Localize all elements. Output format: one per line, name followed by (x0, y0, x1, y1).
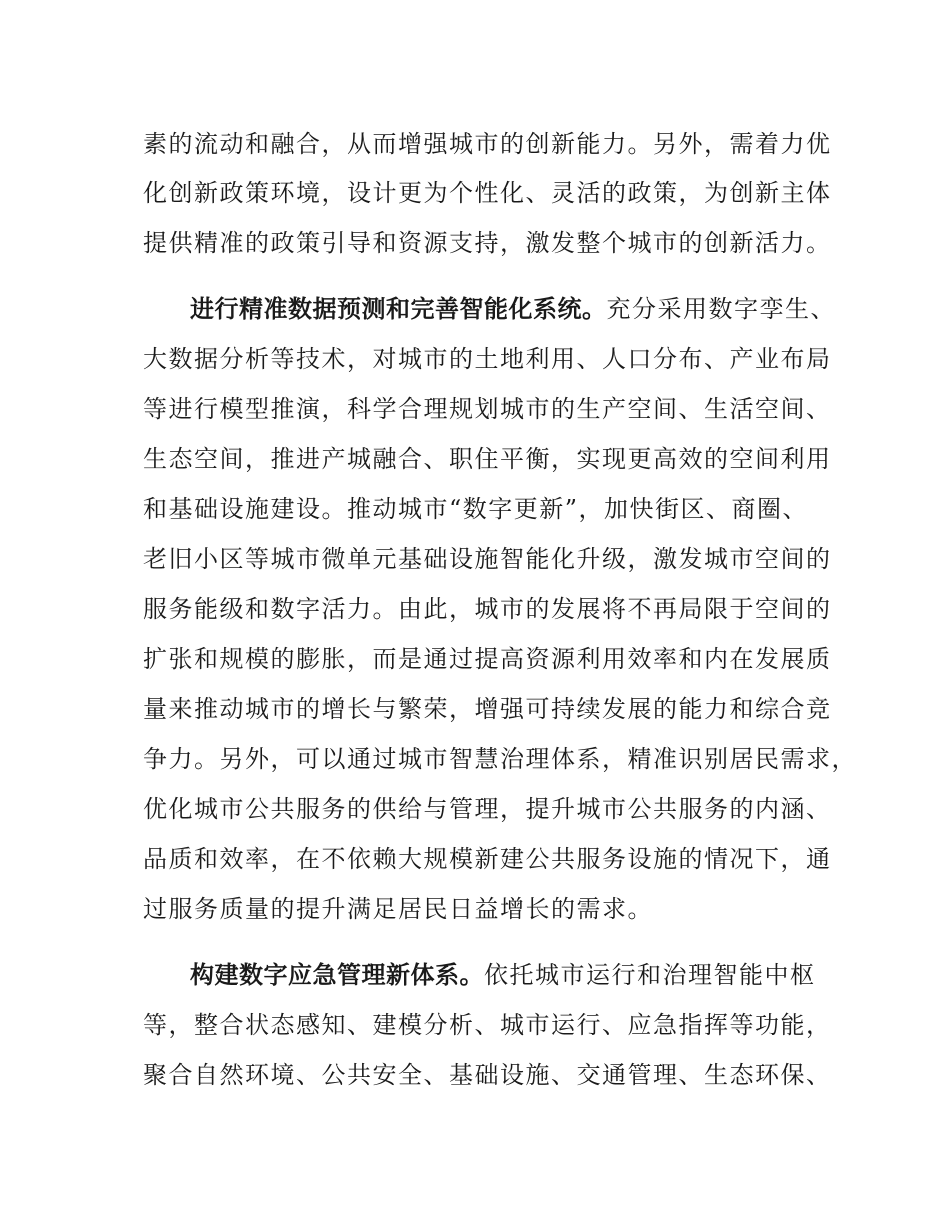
paragraph-2-heading: 进行精准数据预测和完善智能化系统。 (190, 295, 607, 323)
paragraph-2-line-5: 和基础设施建设。推动城市“数字更新”，加快街区、商圈、 (143, 495, 809, 523)
paragraph-2-line-7: 服务能级和数字活力。由此，城市的发展将不再局限于空间的 (143, 595, 832, 623)
paragraph-1-line-3: 提供精准的政策引导和资源支持，激发整个城市的创新活力。 (143, 229, 832, 257)
paragraph-2-first-line-rest: 充分采用数字孪生、 (606, 295, 836, 323)
paragraph-3-first-line-rest: 依托城市运行和治理智能中枢 (484, 961, 816, 989)
paragraph-3-line-3: 聚合自然环境、公共安全、基础设施、交通管理、生态环保、 (143, 1061, 832, 1089)
paragraph-2-line-4: 生态空间，推进产城融合、职住平衡，实现更高效的空间利用 (143, 445, 832, 473)
paragraph-3-first-line (190, 958, 816, 992)
paragraph-2-line-2: 大数据分析等技术，对城市的土地利用、人口分布、产业布局 (143, 345, 832, 373)
paragraph-2-line-10: 争力。另外，可以通过城市智慧治理体系，精准识别居民需求， (143, 745, 857, 773)
paragraph-2-line-9: 量来推动城市的增长与繁荣，增强可持续发展的能力和综合竞 (143, 695, 832, 723)
paragraph-2-line-12: 品质和效率，在不依赖大规模新建公共服务设施的情况下，通 (143, 845, 832, 873)
paragraph-2-first-line (190, 292, 836, 326)
paragraph-2-line-11: 优化城市公共服务的供给与管理，提升城市公共服务的内涵、 (143, 795, 832, 823)
paragraph-2-line-8: 扩张和规模的膨胀，而是通过提高资源利用效率和内在发展质 (143, 645, 832, 673)
paragraph-2-line-3: 等进行模型推演，科学合理规划城市的生产空间、生活空间、 (143, 395, 832, 423)
paragraph-2-line-6: 老旧小区等城市微单元基础设施智能化升级，激发城市空间的 (143, 545, 832, 573)
paragraph-3-heading: 构建数字应急管理新体系。 (190, 961, 484, 989)
paragraph-1-line-2: 化创新政策环境，设计更为个性化、灵活的政策，为创新主体 (143, 179, 832, 207)
paragraph-3-line-2: 等，整合状态感知、建模分析、城市运行、应急指挥等功能， (143, 1011, 832, 1039)
paragraph-2-line-13: 过服务质量的提升满足居民日益增长的需求。 (143, 895, 653, 923)
paragraph-1-line-1: 素的流动和融合，从而增强城市的创新能力。另外，需着力优 (143, 130, 832, 158)
